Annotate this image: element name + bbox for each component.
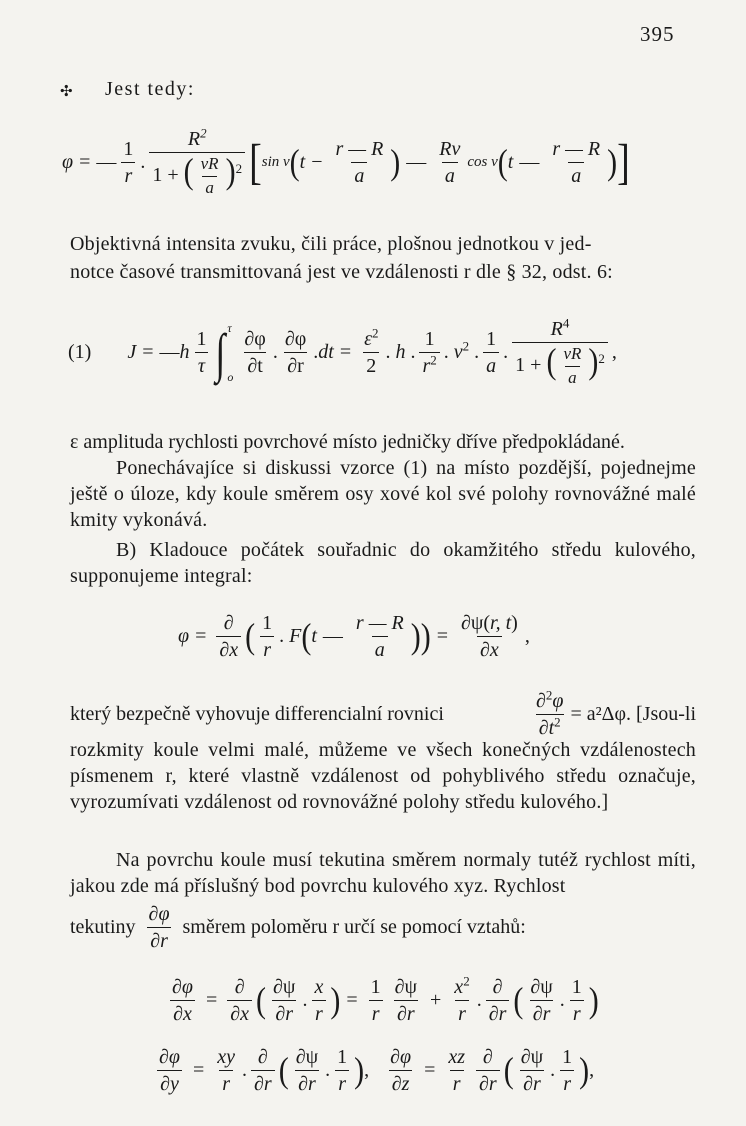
paragraph-objective-2: notce časové transmittovaná jest ve vzdálenosti r dle § 32, odst. 6: xyxy=(70,261,613,283)
paragraph-ktery: který bezpečně vyhovuje differencialní rovnici $\frac{\partial^2\varphi}{\partial t^2}$ = a²Δφ. [Jsou-li xyxy=(70,687,696,739)
tekutiny-prefix: tekutiny xyxy=(70,916,136,938)
paragraph-epsilon: ε amplituda rychlosti povrchové místo jedničky dříve předpokládané. xyxy=(70,431,625,453)
ktery-prefix: který bezpečně vyhovuje differencialní rovnici xyxy=(70,703,444,725)
paragraph-kladouce: B) Kladouce počátek souřadnic do okamžitého středu kulového, supponujeme integral: xyxy=(70,539,696,587)
tekutiny-suffix: směrem poloměru r určí se pomocí vztahů: xyxy=(182,916,526,938)
paragraph-na-povrchu: Na povrchu koule musí tekutina směrem normaly tutéž rychlost míti, jakou zde má příslušný bod povrchu kulového xyz. Rychlost xyxy=(70,849,696,897)
equation-integral: φ = $\frac{\partial}{\partial x}$ ( $\frac{1}{r}$ . F ( t — $\frac{r — R}{a}$ ) ) = $\frac{\partial\psi(r, t)}{\partial x}$ , xyxy=(178,612,530,661)
page-number: 395 xyxy=(640,22,675,46)
intro-text: Jest tedy: xyxy=(105,78,195,100)
paragraph-ponechavajice: Ponechávajíce si diskussi vzorce (1) na místo pozdější, pojednejme ještě o úloze, kdy koule směrem osy xové kol své polohy rovnovážné malé kmity vykonává. xyxy=(70,457,696,531)
paragraph-tekutiny: tekutiny $\frac{\partial\varphi}{\partial r}$ směrem poloměru r určí se pomocí vztahů: xyxy=(70,903,526,952)
equation-1-label: (1) xyxy=(68,341,92,364)
paragraph-rozkmity: rozkmity koule velmi malé, můžeme ve všech konečných vzdálenostech písmenem r, které vlastně vzdálenost od pohyblivého středu označuje, vyrozumívati vzdálenost od rovnovážné polohy středu kulového.] xyxy=(70,739,696,813)
paragraph-objective-1: Objektivná intensita zvuku, čili práce, plošnou jednotkou v jed- xyxy=(70,233,592,255)
equation-1: (1) J = — h $\frac{1}{\tau}$ ∫ τ o $\frac{\partial\varphi}{\partial t}$ . $\frac{\partial\varphi}{\partial r}$ . dt = $\frac{\varepsilon^2}{2}$ . h . $\frac{1}{r^2}$ . $\nu^2$ . $\frac{1}{a}$ . $R^4$ 1 + ( $\frac{\nu R}{a}$ )$^2$ , xyxy=(68,315,617,387)
section-marker-icon: ✣ xyxy=(60,84,73,100)
equation-phi: φ = — $\frac{1}{r}$ . $R^2$ 1 + ( $\frac{\nu R}{a}$ )$^2$ [ sin ν ( t − $\frac{r — R}{a}$ ) — $\frac{R\nu}{a}$ cos ν ( t — $\frac{r — R}{a}$ ) ] xyxy=(62,125,630,197)
ktery-suffix: = a²Δφ. [Jsou-li xyxy=(570,703,696,725)
equation-dphi-dy-dz: $\frac{\partial\varphi}{\partial y}$ = $\frac{xy}{r}$ . $\frac{\partial}{\partial r}$ ( $\frac{\partial\psi}{\partial r}$ . $\frac{1}{r}$ ) , $\frac{\partial\varphi}{\partial z}$ = $\frac{xz}{r}$ $\frac{\partial}{\partial r}$ ( $\frac{\partial\psi}{\partial r}$ . $\frac{1}{r}$ ) , xyxy=(159,1046,595,1095)
equation-dphi-dx: $\frac{\partial\varphi}{\partial x}$ = $\frac{\partial}{\partial x}$ ( $\frac{\partial\psi}{\partial r}$ . $\frac{x}{r}$ ) = $\frac{1}{r}$ $\frac{\partial\psi}{\partial r}$ + $\frac{x^2}{r}$ . $\frac{\partial}{\partial r}$ ( $\frac{\partial\psi}{\partial r}$ . $\frac{1}{r}$ ) xyxy=(172,973,599,1025)
